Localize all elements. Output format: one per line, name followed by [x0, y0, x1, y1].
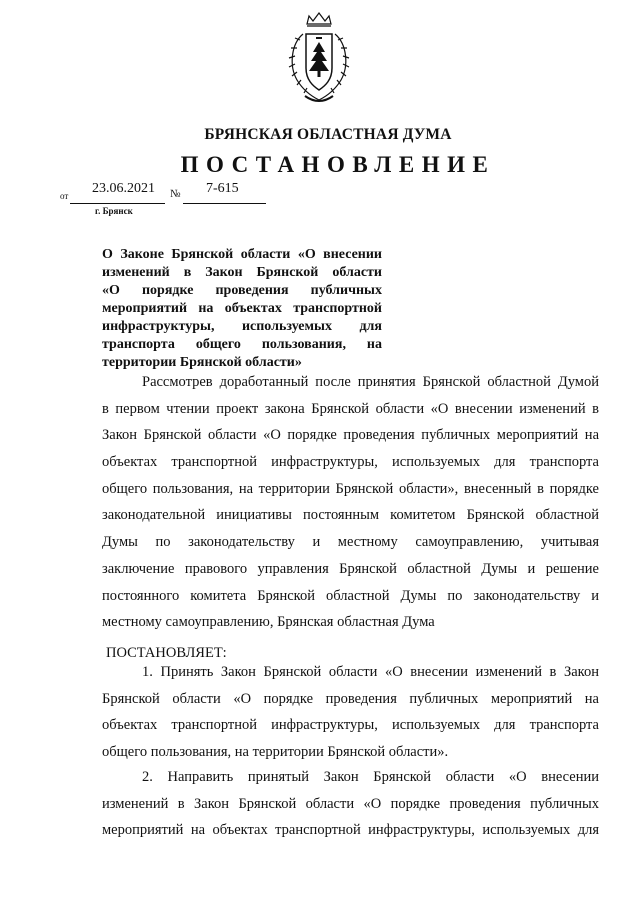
document-type-title: ПОСТАНОВЛЕНИЕ	[180, 152, 496, 177]
paragraph-line: постоянного комитета Брянской областной Думы по законодательству и	[102, 587, 599, 604]
subject-line: транспорта общего пользования, на	[102, 337, 382, 352]
number-prefix: №	[170, 188, 181, 200]
paragraph-line: заключение правового управления Брянской областной Думы и решение	[102, 560, 599, 577]
paragraph-line: 1. Принять Закон Брянской области «О внесении изменений в Закон	[142, 664, 599, 680]
paragraph-line: мероприятий на объектах транспортной инфраструктуры, используемых для	[102, 822, 599, 839]
paragraph-line: местному самоуправлению, Брянская областная Дума	[102, 614, 435, 631]
paragraph-line: общего пользования, на территории Брянской области».	[102, 744, 449, 761]
preamble-paragraph	[102, 369, 599, 636]
item-1-paragraph	[102, 659, 599, 766]
coat-of-arms-emblem	[283, 10, 355, 110]
number-underline	[183, 203, 266, 204]
paragraph-line: законодательной инициативы постоянным комитетом Брянской областной	[102, 507, 599, 524]
document-number: 7-615	[206, 181, 239, 196]
city-name: г. Брянск	[95, 206, 133, 216]
paragraph-line: 2. Направить принятый Закон Брянской области «О внесении	[142, 769, 599, 785]
subject-line: мероприятий на объектах транспортной	[102, 301, 382, 316]
paragraph-line: Закон Брянской области «О порядке проведения публичных мероприятий на	[102, 427, 599, 444]
decree-label: ПОСТАНОВЛЯЕТ:	[106, 645, 227, 661]
paragraph-line: Рассмотрев доработанный после принятия Брянской областной Думой	[142, 374, 599, 390]
subject-line: территории Брянской области»	[102, 355, 302, 370]
paragraph-line: объектах транспортной инфраструктуры, используемых для транспорта	[102, 717, 599, 734]
subject-line: инфраструктуры, используемых для	[102, 319, 382, 334]
subject-line: О Законе Брянской области «О внесении	[102, 247, 382, 262]
paragraph-line: Брянской области «О порядке проведения публичных мероприятий на	[102, 690, 599, 707]
paragraph-line: общего пользования, на территории Брянской области», внесенный в порядке	[102, 480, 599, 497]
document-subject	[102, 246, 382, 372]
subject-line: «О порядке проведения публичных	[102, 283, 382, 298]
subject-line: изменений в Закон Брянской области	[102, 265, 382, 280]
paragraph-line: Думы по законодательству и местному самоуправлению, учитывая	[102, 534, 599, 551]
organization-name: БРЯНСКАЯ ОБЛАСТНАЯ ДУМА	[204, 126, 452, 143]
paragraph-line: изменений в Закон Брянской области «О порядке проведения публичных	[102, 795, 599, 812]
document-date: 23.06.2021	[92, 181, 155, 196]
paragraph-line: в первом чтении проект закона Брянской области «О внесении изменений в	[102, 400, 599, 417]
item-2-paragraph	[102, 764, 599, 844]
date-prefix: от	[60, 191, 69, 201]
date-underline	[70, 203, 165, 204]
paragraph-line: объектах транспортной инфраструктуры, используемых для транспорта	[102, 454, 599, 471]
